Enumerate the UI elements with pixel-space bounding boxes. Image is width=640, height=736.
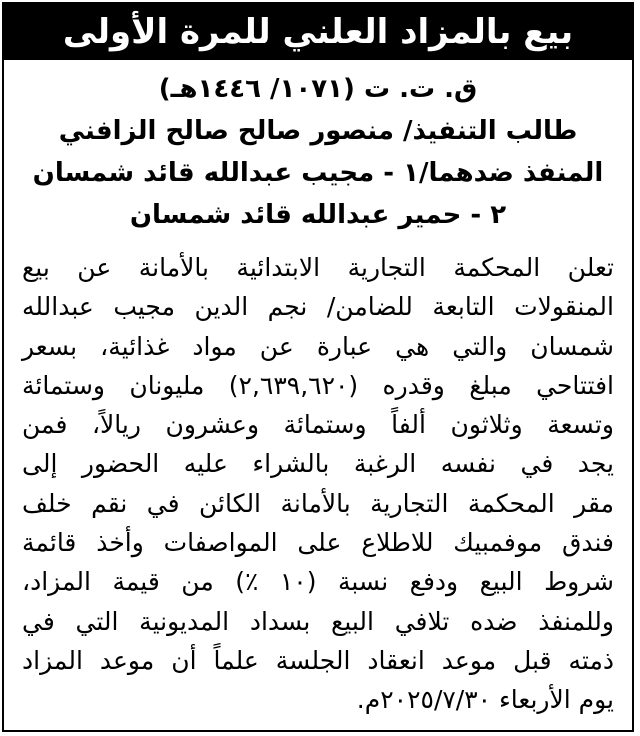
body-line-last: يوم الأربعاء ٢٠٢٥/٧/٣٠م.: [356, 685, 614, 715]
applicant-line: طالب التنفيذ/ منصور صالح صالح الزافني: [58, 116, 578, 146]
case-number: ق. ت. ت (١٠٧١/ ١٤٤٦هـ): [158, 74, 478, 104]
body-line: وللمنفذ ضده تلافي البيع بسداد المديونية التي في: [22, 606, 614, 636]
body-line: وتسعة وثلاثون ألفاً وستمائة وعشرون ريالاً، فمن: [22, 410, 614, 440]
body-line: تعلن المحكمة التجارية الابتدائية بالأمانة عن بيع: [22, 253, 614, 282]
case-header: [24, 68, 612, 236]
defendant-line-1: المنفذ ضدهما/١ - مجيب عبدالله قائد شمسان: [32, 158, 604, 188]
announcement-title: بيع بالمزاد العلني للمرة الأولى: [62, 12, 574, 52]
body-line: المنقولات التابعة للضامن/ نجم الدين مجيب عبدالله: [22, 292, 614, 322]
announcement-body: [22, 248, 614, 720]
body-line: افتتاحي مبلغ وقدره (٢,٦٣٩,٦٢٠) مليونان وستمائة: [22, 370, 614, 400]
title-banner: [4, 4, 632, 60]
body-line: شمسان والتي هي عبارة عن مواد غذائية، بسعر: [22, 331, 614, 361]
defendant-line-2: ٢ - حمير عبدالله قائد شمسان: [129, 200, 507, 230]
body-line: مقر المحكمة التجارية بالأمانة الكائن في نقم خلف: [22, 488, 614, 518]
body-line: يجد في نفسه الرغبة بالشراء عليه الحضور إلى: [22, 449, 614, 479]
body-line: ذمته قبل موعد انعقاد الجلسة علماً أن موعد المزاد: [22, 645, 614, 675]
announcement-frame: [2, 2, 634, 732]
body-line: فندق موفمبيك للاطلاع على المواصفات وأخذ قائمة: [22, 528, 614, 558]
body-line: شروط البيع ودفع نسبة (١٠ ٪) من قيمة المزاد،: [22, 567, 614, 597]
